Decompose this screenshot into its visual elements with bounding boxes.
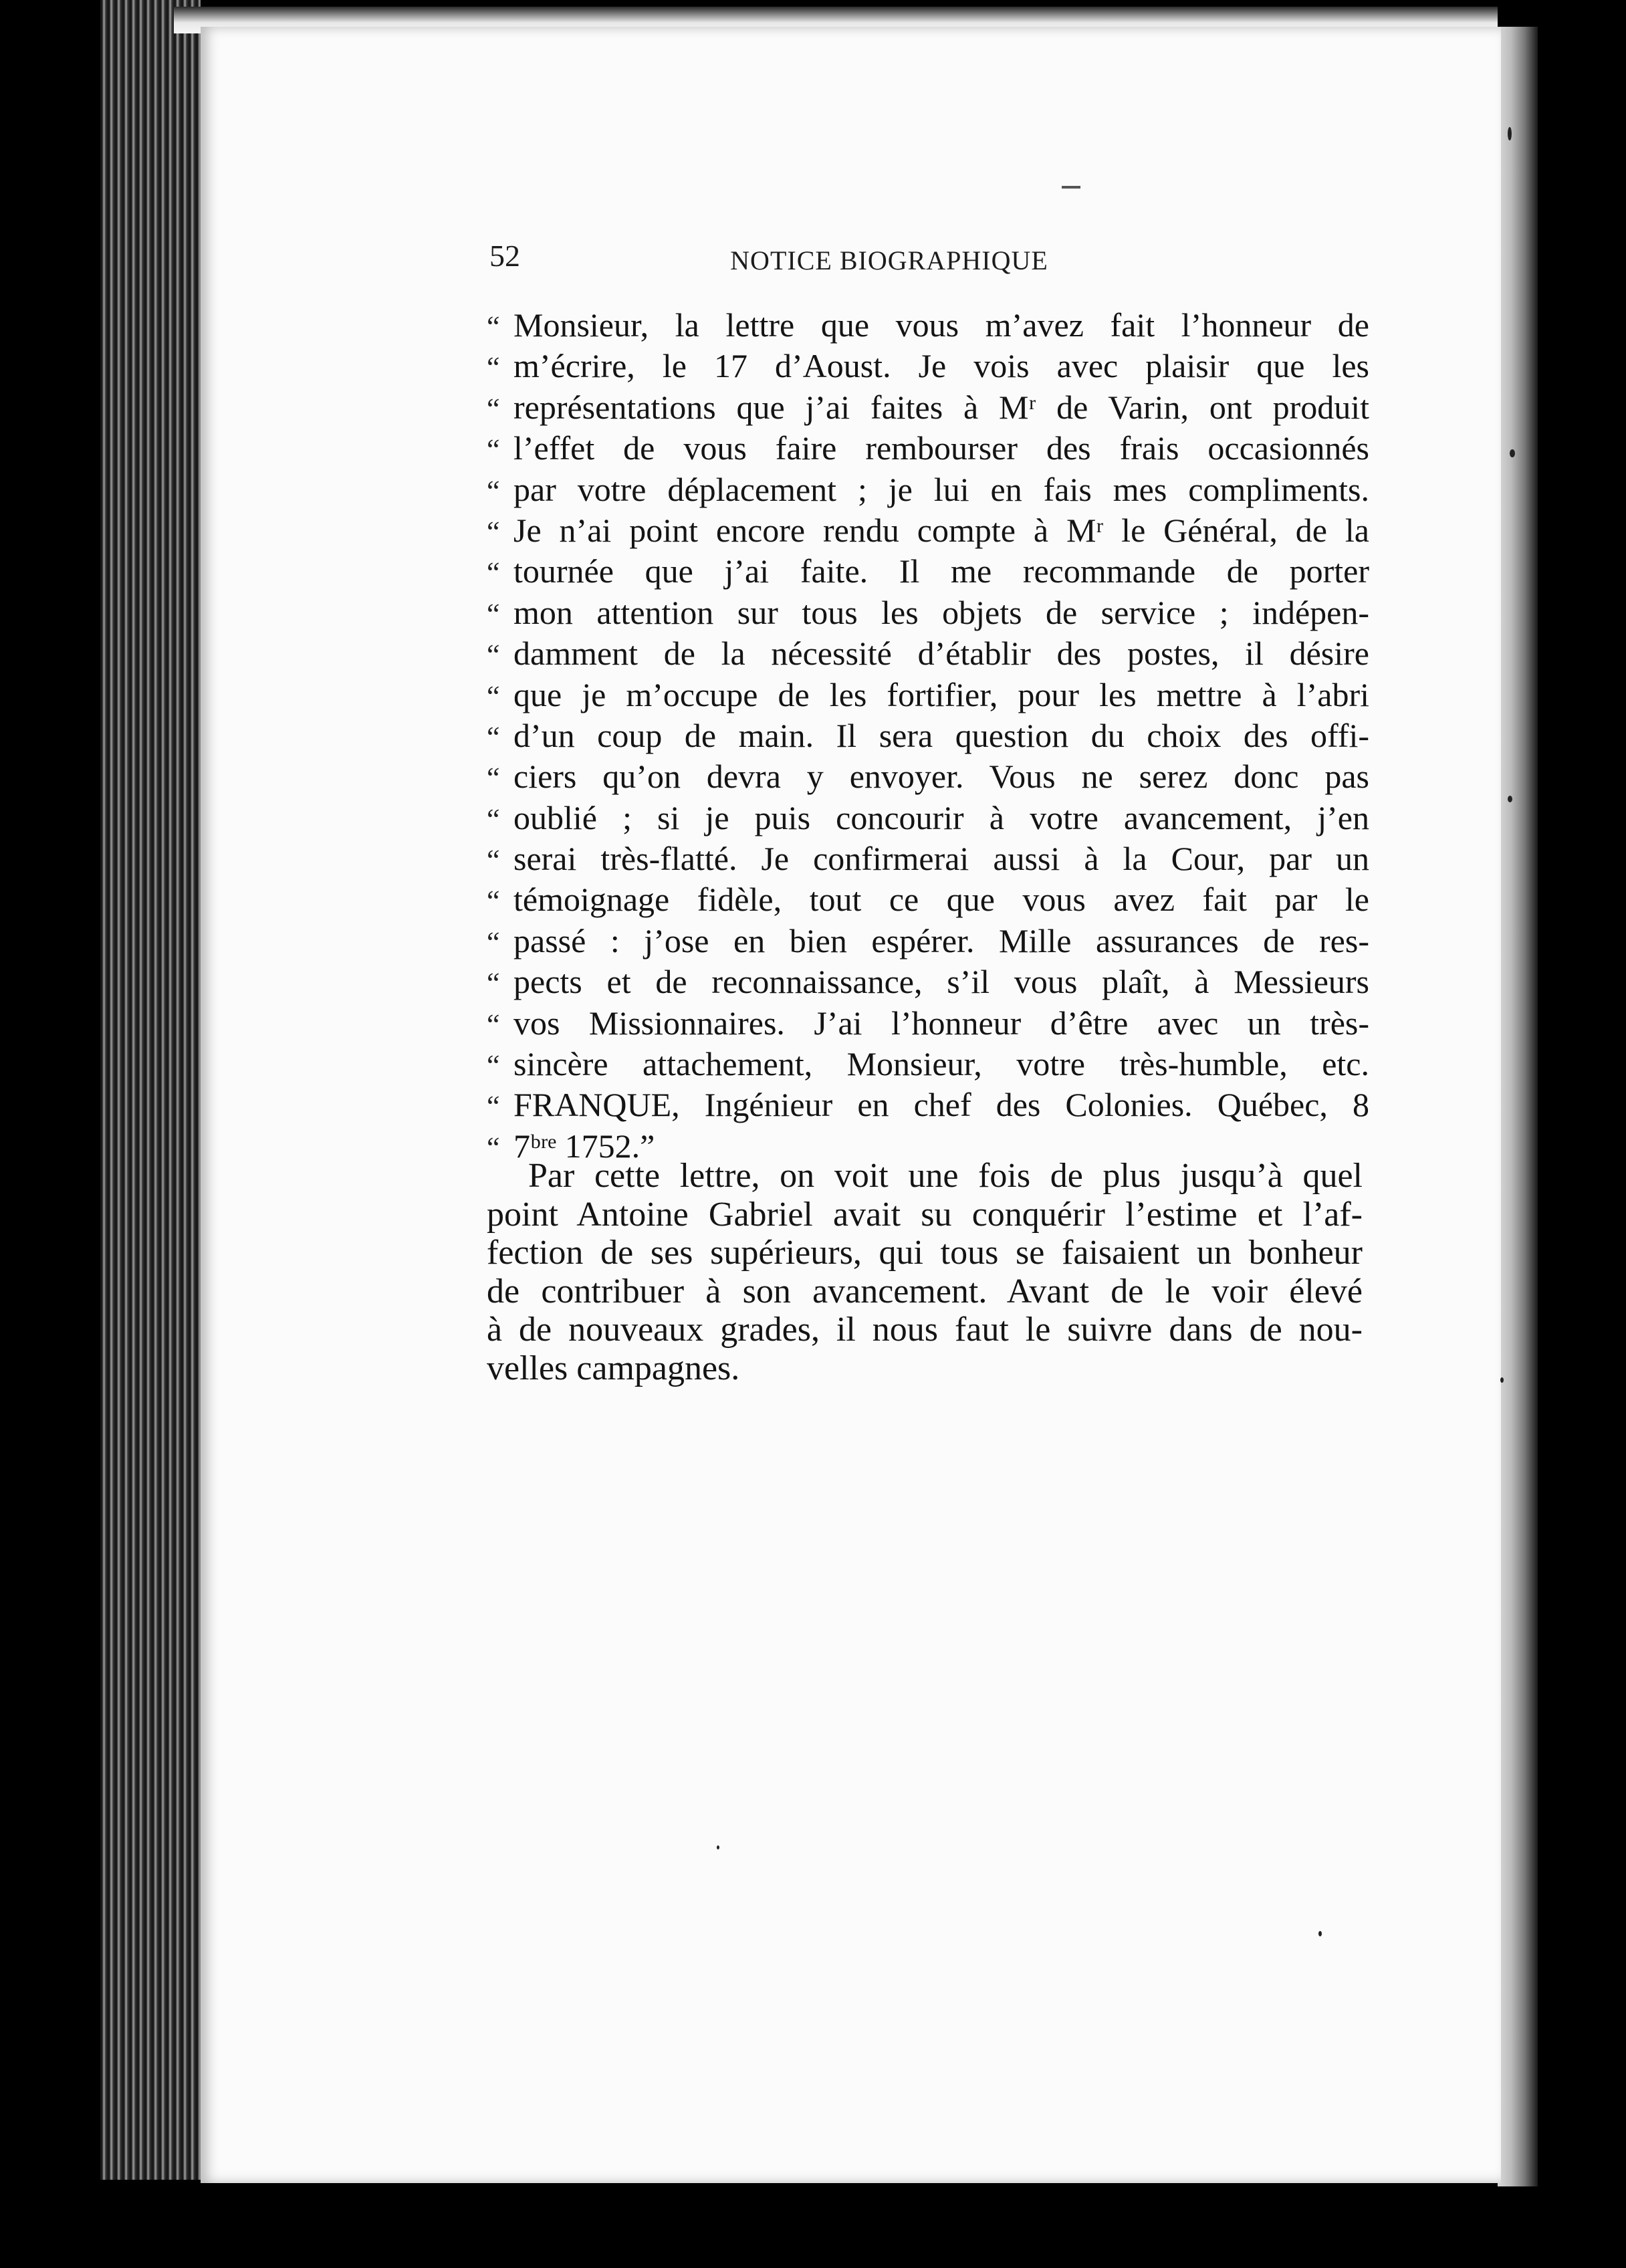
letter-line-text: oublié ; si je puis concourir à votre avancement, j’en (513, 798, 1369, 836)
letter-line-text: pects et de reconnaissance, s’il vous plaît, à Messieurs (513, 963, 1369, 1001)
quote-mark: “ (487, 310, 500, 343)
letter-line-text: mon attention sur tous les objets de service ; indépen- (513, 593, 1369, 631)
quote-mark: “ (487, 556, 500, 590)
letter-line (487, 838, 1369, 879)
narrative-line: à de nouveaux grades, il nous faut le suivre dans de nou- (487, 1311, 1363, 1349)
narrative-line: fection de ses supérieurs, qui tous se faisaient un bonheur (487, 1234, 1363, 1272)
scan-background-bottom (0, 2186, 1626, 2268)
letter-line-text: sincère attachement, Monsieur, votre très-humble, etc. (513, 1045, 1369, 1083)
letter-line-text: Je n’ai point encore rendu compte à Mʳ le Général, de la (513, 511, 1369, 549)
letter-line (487, 633, 1369, 674)
letter-line-text: par votre déplacement ; je lui en fais mes compliments. (513, 470, 1369, 508)
letter-line-text: passé : j’ose en bien espérer. Mille assurances de res- (513, 921, 1369, 959)
scan-speck (1318, 1931, 1322, 1936)
letter-line-text: FRANQUE, Ingénieur en chef des Colonies. Québec, 8 (513, 1086, 1369, 1124)
letter-line-text: témoignage fidèle, tout ce que vous avez fait par le (513, 881, 1369, 919)
scan-speck (1500, 1377, 1504, 1383)
letter-line-text: représentations que j’ai faites à Mʳ de Varin, ont produit (513, 388, 1369, 426)
quote-mark: “ (487, 802, 500, 836)
book-page-edges-left (100, 0, 201, 2180)
quote-mark: “ (487, 967, 500, 1000)
quote-mark: “ (487, 474, 500, 507)
letter-line (487, 1003, 1369, 1044)
letter-line (487, 1085, 1369, 1125)
letter-line (487, 961, 1369, 1002)
letter-line-text: 7ᵇʳᵉ 1752.” (513, 1127, 655, 1165)
quote-mark: “ (487, 844, 500, 877)
quote-mark: “ (487, 679, 500, 713)
letter-line-text: tournée que j’ai faite. Il me recommande de porter (513, 552, 1369, 590)
letter-line-text: l’effet de vous faire rembourser des frais occasionnés (513, 429, 1369, 467)
letter-line-text: ciers qu’on devra y envoyer. Vous ne serez donc pas (513, 758, 1369, 796)
scan-speck (717, 1845, 719, 1849)
quote-mark: “ (487, 433, 500, 467)
letter-line-text: vos Missionnaires. J’ai l’honneur d’être avec un très- (513, 1004, 1369, 1042)
quote-mark: “ (487, 639, 500, 672)
book-page-edge-right (1498, 27, 1538, 2186)
scan-speck (1508, 127, 1512, 140)
running-title: NOTICE BIOGRAPHIQUE (730, 245, 1048, 275)
quote-mark: “ (487, 597, 500, 631)
letter-line (487, 305, 1369, 346)
letter-line (487, 675, 1369, 715)
quote-mark: “ (487, 1131, 500, 1164)
letter-line-text: m’écrire, le 17 d’Aoust. Je vois avec plaisir que les (513, 347, 1369, 385)
letter-line (487, 879, 1369, 920)
letter-line (487, 510, 1369, 551)
quote-mark: “ (487, 925, 500, 959)
printer-mark (1062, 186, 1080, 189)
letter-line (487, 756, 1369, 797)
narrative-paragraph (487, 1157, 1363, 1387)
quote-mark: “ (487, 762, 500, 795)
letter-line-text: serai très-flatté. Je confirmerai aussi à la Cour, par un (513, 840, 1369, 878)
letter-line (487, 428, 1369, 469)
letter-line (487, 798, 1369, 838)
letter-line (487, 715, 1369, 756)
quote-mark: “ (487, 351, 500, 384)
letter-line-text: d’un coup de main. Il sera question du choix des offi- (513, 716, 1369, 754)
scan-speck (1508, 796, 1512, 802)
letter-line (487, 387, 1369, 428)
scan-speck (1510, 449, 1515, 457)
narrative-line: point Antoine Gabriel avait su conquérir l’estime et l’af- (487, 1195, 1363, 1234)
quoted-letter (487, 305, 1369, 1167)
letter-line (487, 1044, 1369, 1085)
narrative-line: de contribuer à son avancement. Avant de le voir élevé (487, 1272, 1363, 1311)
quote-mark: “ (487, 1008, 500, 1041)
quote-mark: “ (487, 392, 500, 425)
letter-line (487, 346, 1369, 386)
letter-line-text: que je m’occupe de les fortifier, pour les mettre à l’abri (513, 675, 1369, 713)
quote-mark: “ (487, 1049, 500, 1083)
letter-line (487, 592, 1369, 633)
letter-line (487, 551, 1369, 592)
quote-mark: “ (487, 720, 500, 754)
narrative-line: Par cette lettre, on voit une fois de plus jusqu’à quel (528, 1157, 1363, 1195)
quote-mark: “ (487, 1090, 500, 1123)
letter-line (487, 469, 1369, 510)
narrative-line: velles campagnes. (487, 1349, 740, 1387)
letter-line-text: Monsieur, la lettre que vous m’avez fait l’honneur de (513, 306, 1369, 344)
letter-line-text: damment de la nécessité d’établir des postes, il désire (513, 635, 1369, 673)
quote-mark: “ (487, 515, 500, 548)
letter-line (487, 921, 1369, 961)
quote-mark: “ (487, 885, 500, 918)
page-number: 52 (489, 239, 520, 273)
